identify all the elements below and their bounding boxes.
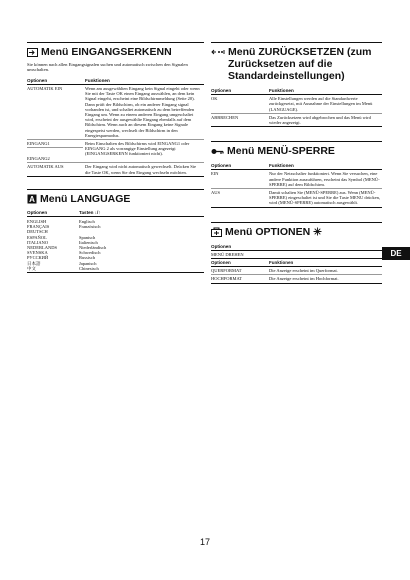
option-cell: HOCHFORMAT xyxy=(211,275,269,283)
language-side-tab: DE xyxy=(382,247,410,260)
option-cell: РУССКИЙ xyxy=(27,255,49,261)
svg-text:A: A xyxy=(29,194,35,204)
function-cell: Japanisch xyxy=(79,260,97,266)
function-cell: Alle Einstellungen werden auf die Standardwerte zurückgesetzt, mit Ausnahme der Einstellungen im Menü (LANGUAGE). xyxy=(269,95,382,114)
col-header-optionen: Optionen xyxy=(27,209,79,217)
option-cell: ENGLISH xyxy=(27,219,47,225)
function-cell: Nur der Netzschalter funktioniert. Wenn Sie versuchen, eine andere Funktion auszuführen, erscheint das Symbol (MENÜ-SPERRE) auf dem Bildschirm. xyxy=(269,170,382,189)
option-cell: 日本語 xyxy=(27,260,41,266)
function-cell: Der Eingang wird nicht automatisch gewechselt. Drücken Sie die Taste OK, wenn Sie den Eingang wechseln möchten. xyxy=(85,163,204,176)
table-row xyxy=(27,85,204,140)
col-header-optionen: Optionen xyxy=(211,243,382,251)
sperre-table xyxy=(211,162,382,207)
col-header-funktionen: Funktionen xyxy=(269,162,382,170)
function-cell: Schwedisch xyxy=(79,250,101,256)
left-column xyxy=(27,42,204,285)
sperre-title xyxy=(211,141,382,157)
function-cell: Die Anzeige erscheint im Hochformat. xyxy=(269,275,382,283)
table-row xyxy=(27,163,204,176)
language-table xyxy=(27,209,204,273)
reset-section xyxy=(211,42,382,127)
sparkle-icon xyxy=(313,226,322,238)
optionen-table xyxy=(211,243,382,284)
optionen-section xyxy=(211,222,382,284)
option-eingang2: EINGANG2 xyxy=(27,156,50,162)
table-row xyxy=(211,250,382,258)
language-section xyxy=(27,189,204,273)
function-cell: Chinesisch xyxy=(79,266,204,273)
option-cell: SVENSKA xyxy=(27,250,48,256)
option-cell: NEDERLANDS xyxy=(27,245,57,251)
function-cell: Italienisch xyxy=(79,239,98,245)
submenu-cell: MENÜ DREHEN xyxy=(211,250,382,258)
reset-table xyxy=(211,87,382,127)
option-cell: AUS xyxy=(211,189,269,208)
function-cell: Beim Einschalten des Bildschirms wird EINGANG1 oder EINGANG 2 als vorrangige Einstellung angezeigt (EINGANGSERKENN funktioniert nicht). xyxy=(85,140,204,163)
table-row xyxy=(211,113,382,126)
function-cell: Wenn am ausgewählten Eingang kein Signal eingeht oder wenn Sie mit der Taste OK einen Eingang auswählen, an dem kein Signal eingeht, erscheint eine Bildschirmmeldung (Seite 20). Dann prüft der Bildschirm, ob ein anderer Eingang signal vorhanden ist, und schaltet automatisch zu dem betreffenden Eingang um. Wenn zu einem anderen Eingang umgeschaltet wird, erscheint der ausgewählte Eingang ebenfalls auf dem Bildschirm. Wenn auch an diesem Eingang keine Signale eingespeist werden, wechselt der Bildschirm in den Energiesparmodus. xyxy=(85,85,204,140)
table-row xyxy=(211,189,382,208)
col-header-optionen: Optionen xyxy=(27,77,85,85)
col-header-tasten: Tasten ↓/↑ xyxy=(79,209,204,217)
page-number: 17 xyxy=(199,537,210,547)
eingang-intro: Sie können nach allen Eingangsignalen suchen und automatisch zwischen den Signalen umschalten. xyxy=(27,62,188,73)
eingang-table xyxy=(27,77,204,177)
table-row xyxy=(211,95,382,114)
option-cell: EIN xyxy=(211,170,269,189)
option-cell: ESPAÑOL xyxy=(27,234,47,240)
option-cell: AUTOMATIK AUS xyxy=(27,163,85,176)
table-row xyxy=(27,266,204,273)
reset-title-text: Menü ZURÜCKSETZEN (zum Zurücksetzen auf die Standardeinstellungen) xyxy=(228,46,372,82)
function-cell: Russisch xyxy=(79,255,96,261)
language-icon xyxy=(27,193,37,205)
option-cell: 中文 xyxy=(27,266,79,273)
function-cell: Spanisch xyxy=(79,234,96,240)
table-row xyxy=(211,170,382,189)
option-cell: OK xyxy=(211,95,269,114)
option-cell: ABBRECHEN xyxy=(211,113,269,126)
function-cell: Damit schalten Sie (MENÜ-SPERRE) aus. Wenn (MENÜ-SPERRE) eingeschaltet ist und Sie die Taste MENU drücken, wird (MENÜ-SPERRE) automatisch ausgewählt. xyxy=(269,189,382,208)
col-header-funktionen: Funktionen xyxy=(269,259,382,267)
eingang-title xyxy=(27,42,204,58)
option-eingang1: EINGANG1 xyxy=(27,141,83,148)
option-cell: AUTOMATIK EIN xyxy=(27,85,85,140)
col-header-funktionen: Funktionen xyxy=(85,77,204,85)
col-header-optionen: Optionen xyxy=(211,259,269,267)
table-row xyxy=(211,267,382,275)
function-cell: Französisch xyxy=(79,224,101,230)
option-cell: QUERFORMAT xyxy=(211,267,269,275)
optionen-title-text: Menü OPTIONEN xyxy=(225,225,311,238)
function-cell: Die Anzeige erscheint im Querformat. xyxy=(269,267,382,275)
reset-icon xyxy=(211,46,225,58)
eingang-title-text: Menü EINGANGSERKENN xyxy=(41,46,172,58)
option-cell: ITALIANO xyxy=(27,239,49,245)
col-header-optionen: Optionen xyxy=(211,87,269,95)
table-header-row xyxy=(211,259,382,267)
reset-title xyxy=(211,42,382,82)
col-header-funktionen: Funktionen xyxy=(269,87,382,95)
function-cell: Das Zurücksetzen wird abgebrochen und das Menü wird wieder angezeigt. xyxy=(269,113,382,126)
table-row xyxy=(211,275,382,283)
table-row xyxy=(27,217,204,225)
optionen-title xyxy=(211,222,382,238)
sperre-title-text: Menü MENÜ-SPERRE xyxy=(227,145,335,158)
option-cell xyxy=(27,140,85,163)
right-column xyxy=(211,42,382,296)
input-icon xyxy=(27,46,38,58)
language-title-text: Menü LANGUAGE xyxy=(40,192,131,205)
col-header-optionen: Optionen xyxy=(211,162,269,170)
sperre-section xyxy=(211,141,382,207)
option-cell: FRANÇAIS xyxy=(27,224,50,230)
option-cell: DEUTSCH xyxy=(27,229,48,235)
language-title xyxy=(27,189,204,205)
eingang-section xyxy=(27,42,204,177)
table-row xyxy=(27,140,204,163)
function-cell: Englisch xyxy=(79,219,95,225)
options-icon xyxy=(211,226,222,238)
key-icon xyxy=(211,145,224,157)
function-cell: Niederländisch xyxy=(79,245,107,251)
